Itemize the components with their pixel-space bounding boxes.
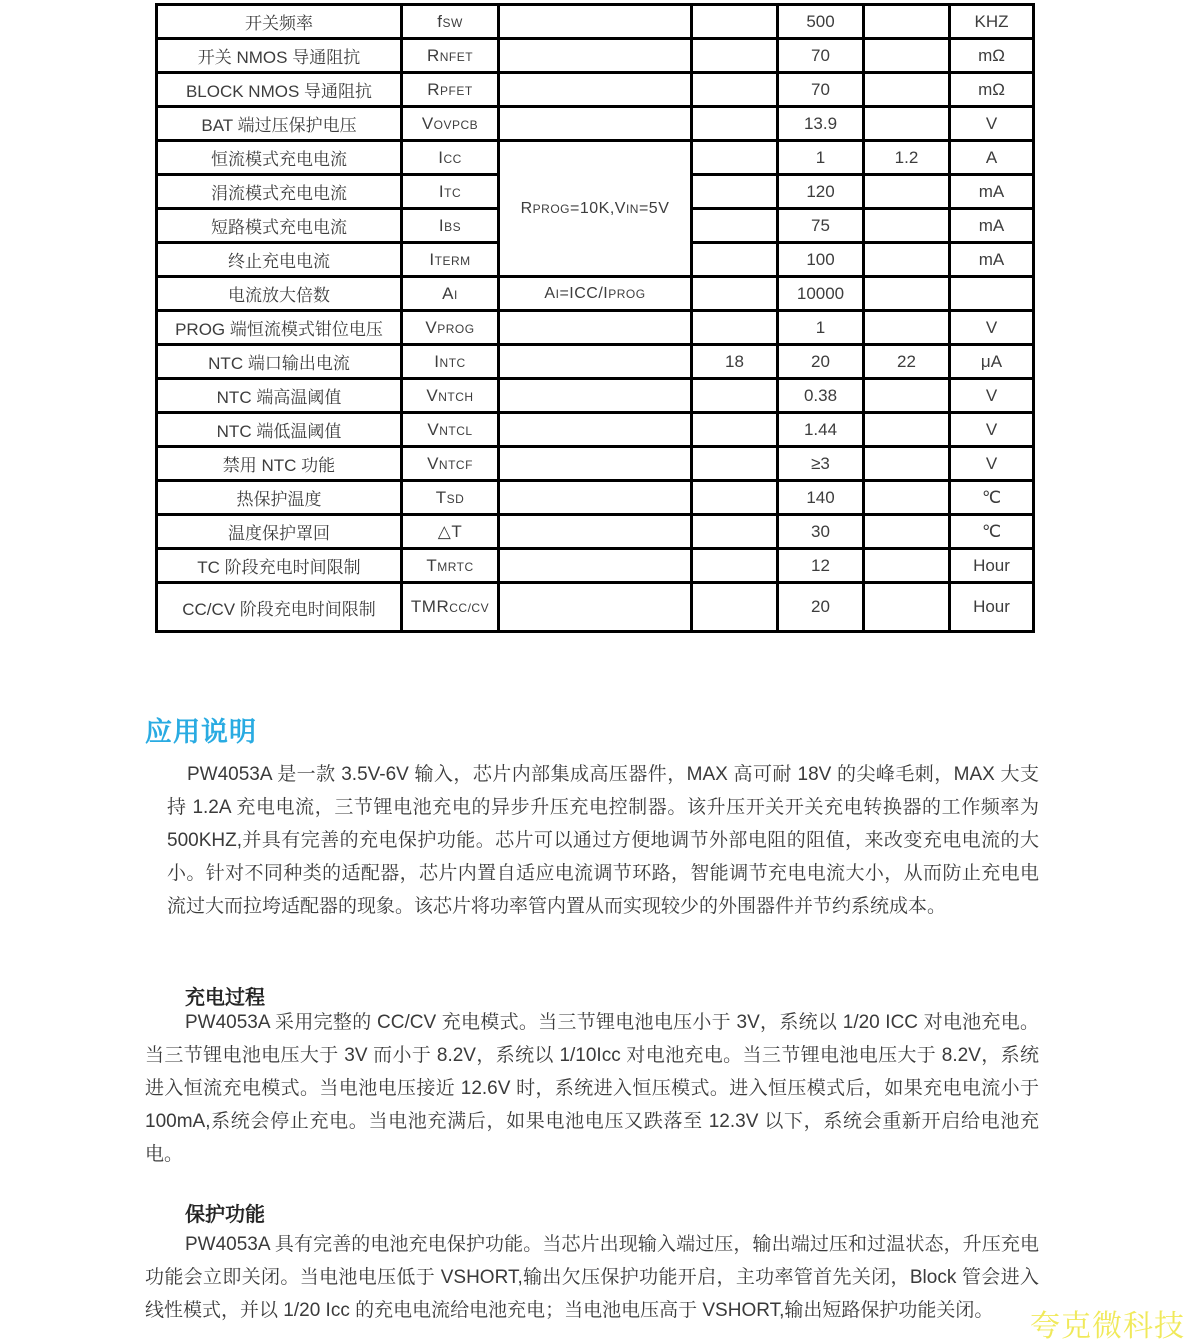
cell-typ: 1 [778,311,864,345]
cell-condition [499,311,692,345]
cell-parameter: CC/CV 阶段充电时间限制 [157,583,402,632]
cell-max [864,277,950,311]
cell-parameter: 短路模式充电电流 [157,209,402,243]
cell-unit: V [950,413,1034,447]
cell-condition [499,413,692,447]
application-intro-paragraph: PW4053A 是一款 3.5V-6V 输入，芯片内部集成高压器件，MAX 高可耐 18V 的尖峰毛刺，MAX 大支持 1.2A 充电电流，三节锂电池充电的异步升压充电控制器。该升压开关开关充电转换器的工作频率为 500KHZ,并具有完善的充电保护功能。芯片可以通过方便地调节外部电阻的阻值，来改变充电电流的大小。针对不同种类的适配器，芯片内置自适应电流调节环路，智能调节充电电流大小，从而防止充电电流过大而拉垮适配器的现象。该芯片将功率管内置从而实现较少的外围器件并节约系统成本。 [167,764,1039,917]
cell-min [692,175,778,209]
cell-unit: A [950,141,1034,175]
table-row [157,39,1034,73]
cell-parameter: NTC 端高温阈值 [157,379,402,413]
cell-unit: V [950,107,1034,141]
section-title-application-notes: 应用说明 [145,717,257,747]
cell-parameter: 开关频率 [157,5,402,39]
cell-typ: 120 [778,175,864,209]
table-row [157,277,1034,311]
cell-parameter: 涓流模式充电电流 [157,175,402,209]
cell-unit: V [950,447,1034,481]
subheading-protection-function: 保护功能 [185,1204,265,1226]
cell-parameter: TC 阶段充电时间限制 [157,549,402,583]
cell-symbol: AI [402,277,499,311]
cell-condition [499,515,692,549]
table-row [157,481,1034,515]
table-row [157,549,1034,583]
cell-symbol: RPFET [402,73,499,107]
cell-condition [499,39,692,73]
cell-typ: 0.38 [778,379,864,413]
cell-max [864,447,950,481]
cell-symbol: ITERM [402,243,499,277]
table-row [157,379,1034,413]
cell-symbol: ITC [402,175,499,209]
cell-unit: Hour [950,583,1034,632]
cell-parameter: NTC 端低温阈值 [157,413,402,447]
cell-max [864,243,950,277]
table-row [157,107,1034,141]
cell-condition [499,549,692,583]
cell-max [864,481,950,515]
cell-max [864,73,950,107]
cell-symbol: ICC [402,141,499,175]
cell-typ: 12 [778,549,864,583]
table-row [157,345,1034,379]
cell-symbol: VNTCL [402,413,499,447]
watermark-brand-text: 夸克微科技 [1030,1310,1185,1343]
cell-symbol: RNFET [402,39,499,73]
cell-condition [499,107,692,141]
table-row [157,141,1034,175]
cell-max [864,107,950,141]
cell-parameter: 热保护温度 [157,481,402,515]
cell-typ: 1.44 [778,413,864,447]
cell-symbol: VNTCH [402,379,499,413]
cell-parameter: NTC 端口输出电流 [157,345,402,379]
cell-parameter: PROG 端恒流模式钳位电压 [157,311,402,345]
cell-max [864,549,950,583]
cell-unit: V [950,311,1034,345]
cell-typ: 1 [778,141,864,175]
cell-typ: 100 [778,243,864,277]
cell-min [692,243,778,277]
cell-min [692,277,778,311]
cell-typ: 30 [778,515,864,549]
table-row [157,311,1034,345]
cell-symbol: TMRCC/CV [402,583,499,632]
cell-unit: mA [950,243,1034,277]
cell-condition: RPROG=10K,VIN=5V [499,141,692,277]
cell-parameter: 终止充电电流 [157,243,402,277]
cell-min [692,73,778,107]
cell-max [864,175,950,209]
cell-condition [499,345,692,379]
cell-condition [499,379,692,413]
cell-unit: ℃ [950,515,1034,549]
cell-unit: Hour [950,549,1034,583]
cell-symbol: INTC [402,345,499,379]
cell-max [864,515,950,549]
cell-parameter: BLOCK NMOS 导通阻抗 [157,73,402,107]
cell-typ: 500 [778,5,864,39]
cell-parameter: 温度保护罩回 [157,515,402,549]
cell-parameter: 恒流模式充电电流 [157,141,402,175]
cell-typ: 75 [778,209,864,243]
cell-symbol: VNTCF [402,447,499,481]
cell-condition [499,5,692,39]
cell-min [692,583,778,632]
cell-typ: 10000 [778,277,864,311]
cell-min [692,39,778,73]
protection-function-paragraph: PW4053A 具有完善的电池充电保护功能。当芯片出现输入端过压，输出端过压和过温状态，升压充电功能会立即关闭。当电池电压低于 VSHORT,输出欠压保护功能开启，主功率管首先关闭，Block 管会进入线性模式，并以 1/20 Icc 的充电电流给电池充电；当电池电压高于 VSHORT,输出短路保护功能关闭。 [145,1234,1039,1321]
cell-symbol: VPROG [402,311,499,345]
table-row [157,73,1034,107]
cell-max [864,5,950,39]
table-row [157,583,1034,632]
cell-max [864,311,950,345]
cell-unit: mA [950,175,1034,209]
cell-min [692,379,778,413]
cell-parameter: 开关 NMOS 导通阻抗 [157,39,402,73]
electrical-spec-table [155,3,1035,633]
table-row [157,447,1034,481]
cell-unit: V [950,379,1034,413]
cell-condition [499,447,692,481]
cell-typ: 70 [778,39,864,73]
cell-unit: mΩ [950,73,1034,107]
cell-condition [499,73,692,107]
cell-max [864,209,950,243]
cell-max [864,583,950,632]
charging-process-paragraph: PW4053A 采用完整的 CC/CV 充电模式。当三节锂电池电压小于 3V，系统以 1/20 ICC 对电池充电。当三节锂电池电压大于 3V 而小于 8.2V，系统以 1/10Icc 对电池充电。当三节锂电池电压大于 8.2V，系统进入恒流充电模式。当电池电压接近 12.6V 时，系统进入恒压模式。进入恒压模式后，如果充电电流小于 100mA,系统会停止充电。当电池充满后，如果电池电压又跌落至 12.3V 以下，系统会重新开启给电池充电。 [145,1012,1039,1165]
cell-unit: μA [950,345,1034,379]
cell-typ: 70 [778,73,864,107]
cell-min [692,5,778,39]
subheading-charging-process: 充电过程 [185,987,265,1009]
cell-condition [499,583,692,632]
table-row [157,413,1034,447]
cell-unit [950,277,1034,311]
cell-min [692,311,778,345]
cell-parameter: BAT 端过压保护电压 [157,107,402,141]
cell-symbol: △T [402,515,499,549]
table-row [157,515,1034,549]
cell-symbol: fSW [402,5,499,39]
cell-min [692,107,778,141]
cell-max [864,379,950,413]
table-row [157,5,1034,39]
cell-unit: mA [950,209,1034,243]
cell-symbol: TMRTC [402,549,499,583]
cell-max [864,39,950,73]
cell-symbol: IBS [402,209,499,243]
cell-typ: 13.9 [778,107,864,141]
cell-max: 1.2 [864,141,950,175]
cell-typ: 20 [778,345,864,379]
cell-parameter: 禁用 NTC 功能 [157,447,402,481]
cell-max [864,413,950,447]
cell-min [692,141,778,175]
cell-condition [499,481,692,515]
cell-parameter: 电流放大倍数 [157,277,402,311]
cell-min [692,515,778,549]
cell-symbol: VOVPCB [402,107,499,141]
cell-typ: ≥3 [778,447,864,481]
spec-table-body [157,5,1034,632]
cell-min [692,209,778,243]
cell-unit: ℃ [950,481,1034,515]
cell-symbol: TSD [402,481,499,515]
cell-min: 18 [692,345,778,379]
cell-condition: AI=ICC/IPROG [499,277,692,311]
cell-unit: KHZ [950,5,1034,39]
cell-min [692,413,778,447]
cell-max: 22 [864,345,950,379]
cell-typ: 140 [778,481,864,515]
cell-min [692,481,778,515]
cell-min [692,447,778,481]
cell-typ: 20 [778,583,864,632]
cell-unit: mΩ [950,39,1034,73]
cell-min [692,549,778,583]
